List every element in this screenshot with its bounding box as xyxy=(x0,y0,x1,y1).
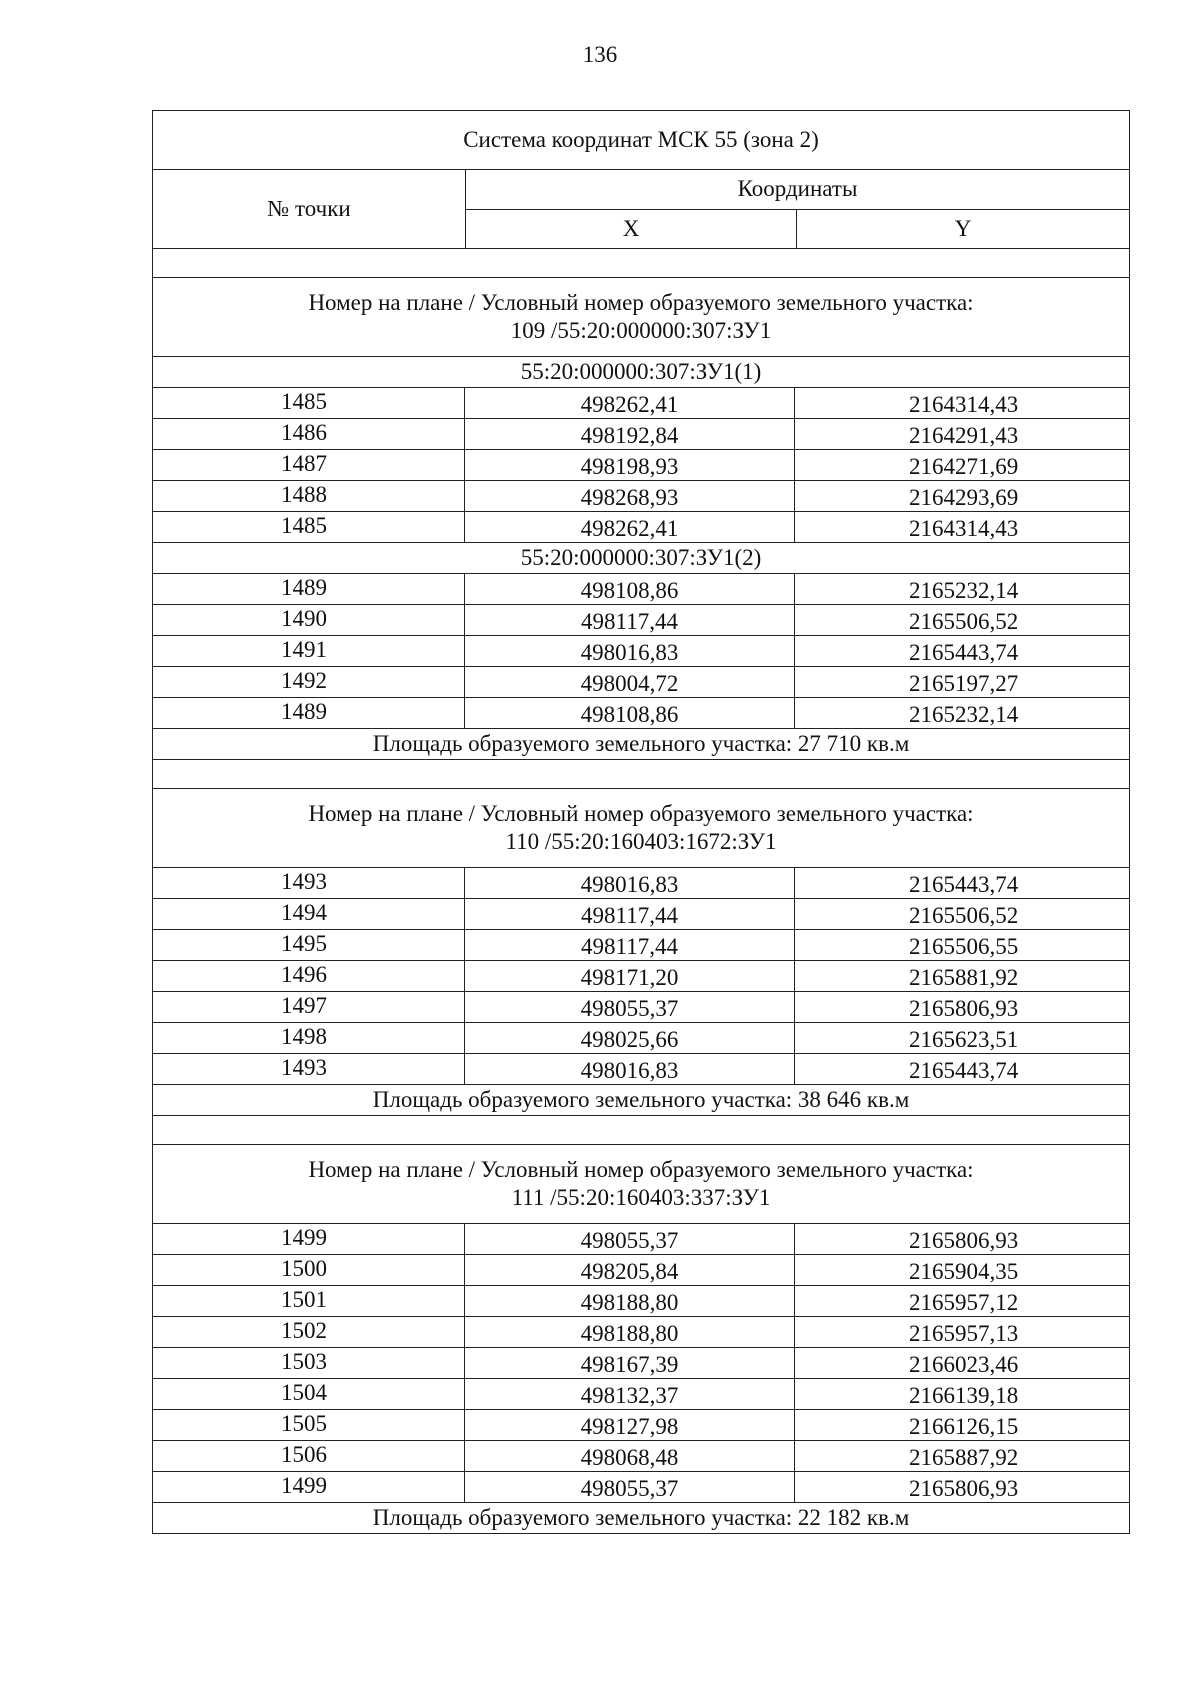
point-number-cell: 1493 xyxy=(153,1054,465,1084)
x-coordinate-cell: 498262,41 xyxy=(465,512,795,542)
x-coordinate-cell: 498167,39 xyxy=(465,1348,795,1378)
y-coordinate-cell: 2165232,14 xyxy=(909,702,1019,727)
parcel-title-line-2: 110 /55:20:160403:1672:ЗУ1 xyxy=(505,829,777,854)
point-number-cell: 1498 xyxy=(153,1023,465,1053)
x-coordinate-cell: 498188,80 xyxy=(465,1286,795,1316)
point-number-cell: 1499 xyxy=(153,1224,465,1254)
y-coordinate-cell: 2165506,52 xyxy=(909,903,1019,928)
table-row xyxy=(153,1348,1129,1379)
parcel-area: Площадь образуемого земельного участка: 22 182 кв.м xyxy=(372,1505,910,1530)
parcel-title xyxy=(153,278,1129,357)
table-row xyxy=(153,1054,1129,1085)
x-coordinate-cell: 498117,44 xyxy=(465,899,795,929)
point-number-cell: 1492 xyxy=(153,667,465,697)
table-row xyxy=(153,930,1129,961)
y-coordinate-cell: 2165957,12 xyxy=(909,1290,1019,1315)
y-coordinate-cell: 2165443,74 xyxy=(909,872,1019,897)
table-row xyxy=(153,419,1129,450)
x-coordinate-cell: 498192,84 xyxy=(465,419,795,449)
point-number-cell: 1497 xyxy=(153,992,465,1022)
y-coordinate-cell: 2165232,14 xyxy=(909,578,1019,603)
parcel-area-row xyxy=(153,729,1129,760)
table-title: Система координат МСК 55 (зона 2) xyxy=(463,127,819,152)
table-row xyxy=(153,1286,1129,1317)
y-coordinate-cell: 2165806,93 xyxy=(909,996,1019,1021)
parcel-area-row xyxy=(153,1085,1129,1116)
x-coordinate-cell: 498132,37 xyxy=(465,1379,795,1409)
y-coordinate-cell: 2164271,69 xyxy=(909,454,1019,479)
coordinates-table xyxy=(152,110,1130,1534)
y-coordinate-cell: 2165506,55 xyxy=(909,934,1019,959)
parcel-title-line-1: Номер на плане / Условный номер образуемого земельного участка: xyxy=(308,290,974,315)
x-coordinate-cell: 498068,48 xyxy=(465,1441,795,1471)
x-coordinate-cell: 498055,37 xyxy=(465,1472,795,1502)
y-coordinate-cell: 2165443,74 xyxy=(909,640,1019,665)
table-row xyxy=(153,1255,1129,1286)
x-coordinate-cell: 498016,83 xyxy=(465,1054,795,1084)
y-coordinate-cell: 2165806,93 xyxy=(909,1228,1019,1253)
table-row xyxy=(153,1224,1129,1255)
x-coordinate-cell: 498262,41 xyxy=(465,388,795,418)
y-coordinate-cell: 2164314,43 xyxy=(909,392,1019,417)
point-number-cell: 1502 xyxy=(153,1317,465,1347)
point-number-cell: 1506 xyxy=(153,1441,465,1471)
x-coordinate-cell: 498117,44 xyxy=(465,605,795,635)
parcels-container xyxy=(153,249,1129,1533)
parcel-area: Площадь образуемого земельного участка: 38 646 кв.м xyxy=(372,1087,910,1112)
table-row xyxy=(153,1317,1129,1348)
table-row xyxy=(153,512,1129,543)
table-row xyxy=(153,899,1129,930)
y-coordinate-cell: 2164291,43 xyxy=(909,423,1019,448)
parcel-title xyxy=(153,1145,1129,1224)
x-coordinate-cell: 498055,37 xyxy=(465,1224,795,1254)
table-row xyxy=(153,605,1129,636)
table-row xyxy=(153,992,1129,1023)
point-number-cell: 1485 xyxy=(153,512,465,542)
x-coordinate-cell: 498016,83 xyxy=(465,868,795,898)
spacer-row xyxy=(153,249,1129,278)
point-number-cell: 1495 xyxy=(153,930,465,960)
point-number-cell: 1494 xyxy=(153,899,465,929)
point-number-cell: 1488 xyxy=(153,481,465,511)
contour-name: 55:20:000000:307:ЗУ1(2) xyxy=(520,545,762,570)
table-row xyxy=(153,450,1129,481)
parcel-title-line-1: Номер на плане / Условный номер образуемого земельного участка: xyxy=(308,1157,974,1182)
table-row xyxy=(153,1410,1129,1441)
table-row xyxy=(153,1441,1129,1472)
table-row xyxy=(153,1379,1129,1410)
point-number-cell: 1493 xyxy=(153,868,465,898)
y-coordinate-cell: 2166023,46 xyxy=(909,1352,1019,1377)
x-coordinate-cell: 498004,72 xyxy=(465,667,795,697)
x-coordinate-cell: 498108,86 xyxy=(465,698,795,728)
y-coordinate-cell: 2165881,92 xyxy=(909,965,1019,990)
point-number-cell: 1504 xyxy=(153,1379,465,1409)
y-coordinate-cell: 2165443,74 xyxy=(909,1058,1019,1083)
y-coordinate-cell: 2165957,13 xyxy=(909,1321,1019,1346)
y-coordinate-cell: 2165197,27 xyxy=(909,671,1019,696)
table-row xyxy=(153,961,1129,992)
table-row xyxy=(153,1023,1129,1054)
column-header-y: Y xyxy=(954,215,972,241)
x-coordinate-cell: 498171,20 xyxy=(465,961,795,991)
parcel-area-row xyxy=(153,1503,1129,1533)
point-number-cell: 1500 xyxy=(153,1255,465,1285)
point-number-cell: 1503 xyxy=(153,1348,465,1378)
x-coordinate-cell: 498268,93 xyxy=(465,481,795,511)
y-coordinate-cell: 2166139,18 xyxy=(909,1383,1019,1408)
y-coordinate-cell: 2165506,52 xyxy=(909,609,1019,634)
parcel-title xyxy=(153,789,1129,868)
table-row xyxy=(153,636,1129,667)
page-number: 136 xyxy=(582,42,618,67)
column-header-x: X xyxy=(466,210,797,249)
point-number-cell: 1490 xyxy=(153,605,465,635)
table-row xyxy=(153,574,1129,605)
table-header xyxy=(153,170,1129,249)
x-coordinate-cell: 498055,37 xyxy=(465,992,795,1022)
table-row xyxy=(153,481,1129,512)
x-coordinate-cell: 498188,80 xyxy=(465,1317,795,1347)
contour-title xyxy=(153,543,1129,574)
point-number-cell: 1487 xyxy=(153,450,465,480)
y-coordinate-cell: 2166126,15 xyxy=(909,1414,1019,1439)
table-row xyxy=(153,1472,1129,1503)
x-coordinate-cell: 498117,44 xyxy=(465,930,795,960)
contour-name: 55:20:000000:307:ЗУ1(1) xyxy=(520,359,762,384)
parcel-area: Площадь образуемого земельного участка: 27 710 кв.м xyxy=(372,731,910,756)
table-row xyxy=(153,868,1129,899)
table-title-row xyxy=(153,111,1129,170)
x-coordinate-cell: 498016,83 xyxy=(465,636,795,666)
y-coordinate-cell: 2165904,35 xyxy=(909,1259,1019,1284)
x-coordinate-cell: 498108,86 xyxy=(465,574,795,604)
parcel-title-line-2: 109 /55:20:000000:307:ЗУ1 xyxy=(510,318,772,343)
parcel-title-line-1: Номер на плане / Условный номер образуемого земельного участка: xyxy=(308,801,974,826)
point-number-cell: 1486 xyxy=(153,419,465,449)
point-number-cell: 1501 xyxy=(153,1286,465,1316)
contour-title xyxy=(153,357,1129,388)
y-coordinate-cell: 2165806,93 xyxy=(909,1476,1019,1501)
column-header-coordinates: Координаты xyxy=(466,170,1129,210)
point-number-cell: 1505 xyxy=(153,1410,465,1440)
table-row xyxy=(153,698,1129,729)
column-header-coordinates-group xyxy=(466,170,1129,248)
x-coordinate-cell: 498205,84 xyxy=(465,1255,795,1285)
table-row xyxy=(153,388,1129,419)
point-number-cell: 1496 xyxy=(153,961,465,991)
y-coordinate-cell: 2164293,69 xyxy=(909,485,1019,510)
spacer-row xyxy=(153,760,1129,789)
column-header-point-number: № точки xyxy=(153,170,466,248)
y-coordinate-cell: 2165623,51 xyxy=(909,1027,1019,1052)
column-header-xy xyxy=(466,210,1129,249)
table-row xyxy=(153,667,1129,698)
y-coordinate-cell: 2165887,92 xyxy=(909,1445,1019,1470)
point-number-cell: 1491 xyxy=(153,636,465,666)
y-coordinate-cell: 2164314,43 xyxy=(909,516,1019,541)
x-coordinate-cell: 498127,98 xyxy=(465,1410,795,1440)
point-number-cell: 1485 xyxy=(153,388,465,418)
point-number-cell: 1489 xyxy=(153,574,465,604)
parcel-title-line-2: 111 /55:20:160403:337:ЗУ1 xyxy=(511,1185,771,1210)
point-number-cell: 1499 xyxy=(153,1472,465,1502)
x-coordinate-cell: 498198,93 xyxy=(465,450,795,480)
x-coordinate-cell: 498025,66 xyxy=(465,1023,795,1053)
point-number-cell: 1489 xyxy=(153,698,465,728)
spacer-row xyxy=(153,1116,1129,1145)
